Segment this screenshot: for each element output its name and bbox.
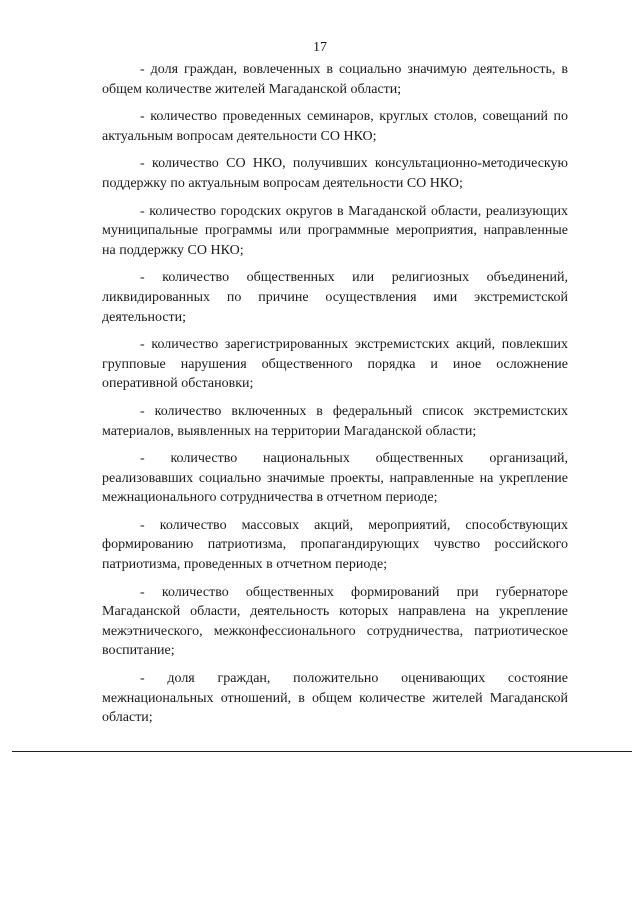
list-item: - доля граждан, положительно оценивающих состояние межнациональных отношений, в общем количестве жителей Магаданской области;: [102, 671, 568, 726]
list-item: - количество массовых акций, мероприятий, способствующих формированию патриотизма, пропагандирующих чувство российского патриотизма, проведенных в отчетном периоде;: [102, 517, 568, 573]
list-item: - количество СО НКО, получивших консультационно-методическую поддержку по актуальным вопросам деятельности СО НКО;: [102, 156, 568, 191]
horizontal-divider: [12, 751, 632, 752]
document-body: [102, 60, 568, 736]
list-item: - доля граждан, вовлеченных в социально значимую деятельность, в общем количестве жителей Магаданской области;: [102, 62, 568, 97]
list-item: - количество включенных в федеральный список экстремистских материалов, выявленных на территории Магаданской области;: [102, 403, 568, 439]
list-item: - количество общественных формирований при губернаторе Магаданской области, деятельность которых направлена на укрепление межэтнического, межконфессионального сотрудничества, патриотическое воспитание;: [102, 584, 568, 659]
list-item: - количество городских округов в Магаданской области, реализующих муниципальные программы или программные мероприятия, направленные на поддержку СО НКО;: [102, 203, 568, 258]
list-item: - количество проведенных семинаров, круглых столов, совещаний по актуальным вопросам деятельности СО НКО;: [102, 109, 568, 144]
list-item: - количество национальных общественных организаций, реализовавших социально значимые проекты, направленные на укрепление межнационального сотрудничества в отчетном периоде;: [102, 451, 568, 506]
page-number: 17: [313, 40, 327, 55]
list-item: - количество общественных или религиозных объединений, ликвидированных по причине осуществления ими экстремистской деятельности;: [102, 270, 568, 325]
list-item: - количество зарегистрированных экстремистских акций, повлекших групповые нарушения общественного порядка и иное осложнение оперативной обстановки;: [102, 337, 568, 392]
